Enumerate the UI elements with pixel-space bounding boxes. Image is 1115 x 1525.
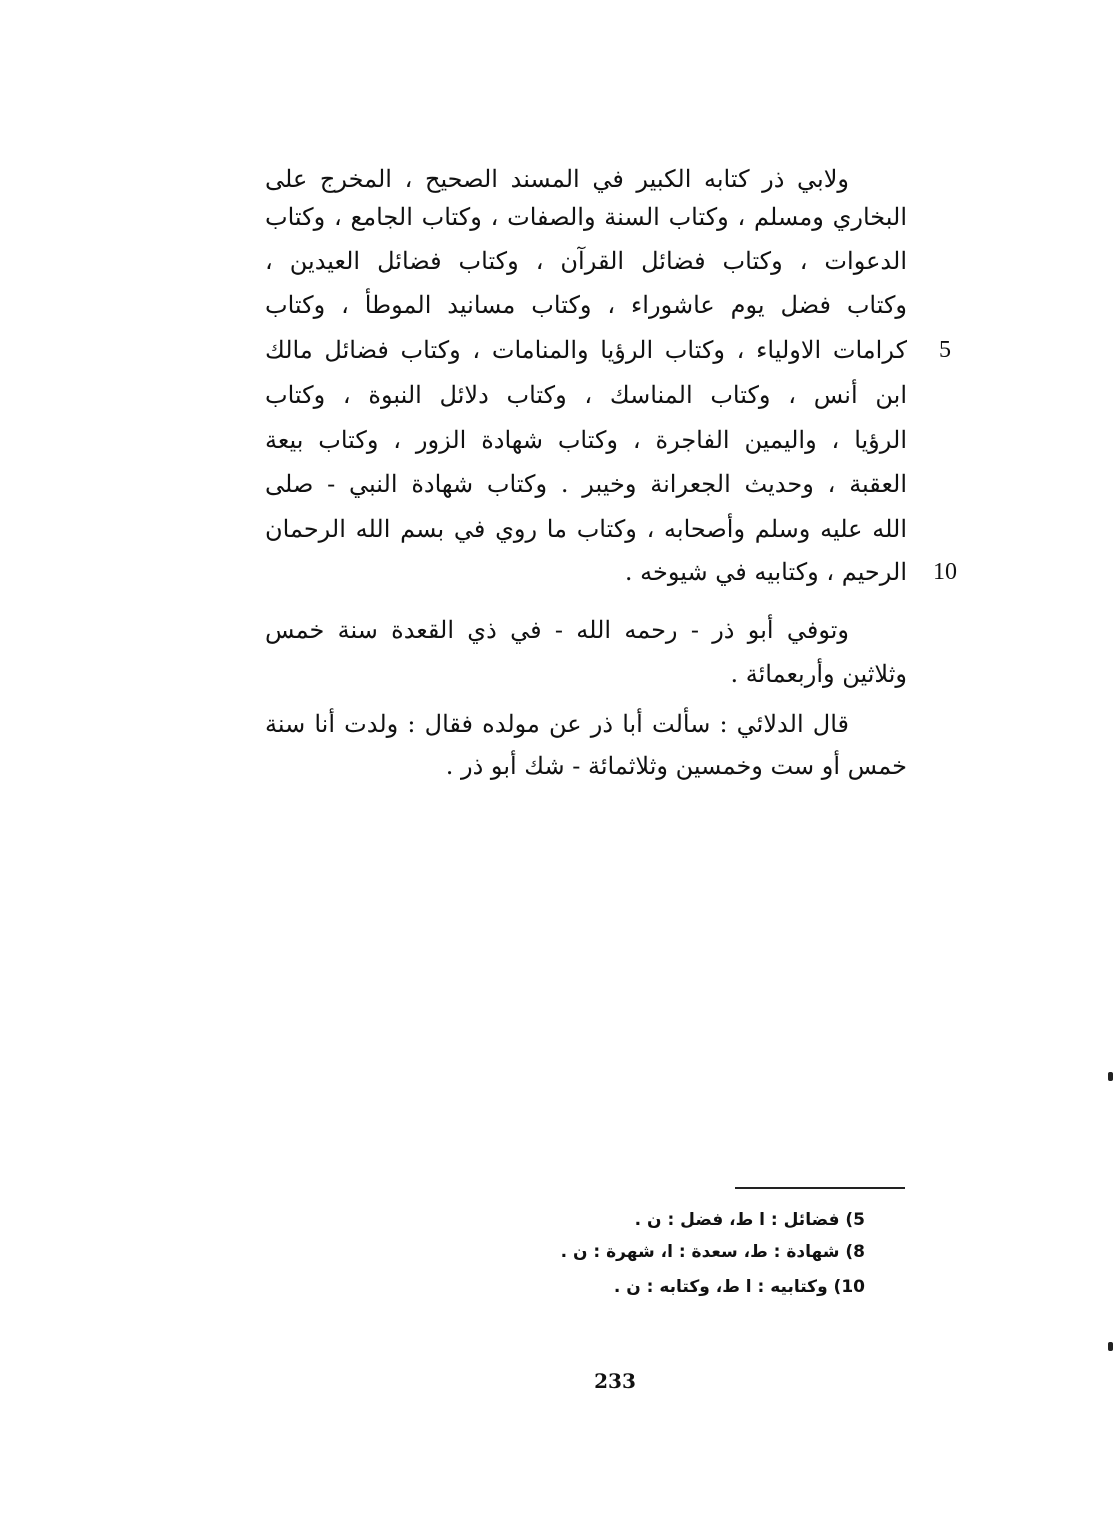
- line-number-5: 5: [939, 337, 951, 363]
- scan-speck: [1108, 1072, 1113, 1081]
- text-line-4: وكتاب فضل يوم عاشوراء ، وكتاب مسانيد الموطأ ، وكتاب: [265, 291, 907, 319]
- text-line-5: كرامات الاولياء ، وكتاب الرؤيا والمنامات ، وكتاب فضائل مالك: [265, 336, 907, 364]
- footnote-separator: [735, 1187, 905, 1189]
- text-line-14: خمس أو ست وخمسين وثلاثمائة - شك أبو ذر .: [445, 752, 907, 780]
- text-line-9: الله عليه وسلم وأصحابه ، وكتاب ما روي في بسم الله الرحمان: [265, 515, 907, 543]
- text-line-2: البخاري ومسلم ، وكتاب السنة والصفات ، وكتاب الجامع ، وكتاب: [265, 203, 907, 231]
- text-line-1: ولابي ذر كتابه الكبير في المسند الصحيح ، المخرج على: [265, 165, 849, 193]
- text-line-3: الدعوات ، وكتاب فضائل القرآن ، وكتاب فضائل العيدين ،: [265, 247, 907, 275]
- footnote-1: 5) فضائل : ا ط، فضل : ن .: [634, 1210, 865, 1230]
- text-line-11: وتوفي أبو ذر - رحمه الله - في ذي القعدة سنة خمس: [265, 616, 849, 644]
- footnote-3: 10) وكتابيه : ا ط، وكتابه : ن .: [613, 1277, 865, 1297]
- page-number: 233: [594, 1369, 636, 1393]
- text-line-6: ابن أنس ، وكتاب المناسك ، وكتاب دلائل النبوة ، وكتاب: [265, 381, 907, 409]
- text-line-7: الرؤيا ، واليمين الفاجرة ، وكتاب شهادة الزور ، وكتاب بيعة: [265, 426, 907, 454]
- text-line-8: العقبة ، وحديث الجعرانة وخيبر . وكتاب شهادة النبي - صلى: [265, 470, 907, 498]
- scan-speck: [1108, 1342, 1113, 1351]
- text-line-10: الرحيم ، وكتابيه في شيوخه .: [624, 558, 907, 586]
- line-number-10: 10: [933, 559, 957, 585]
- text-line-12: وثلاثين وأربعمائة .: [730, 660, 907, 688]
- footnote-2: 8) شهادة : ط، سعدة : ا، شهرة : ن .: [560, 1242, 865, 1262]
- text-line-13: قال الدلائي : سألت أبا ذر عن مولده فقال : ولدت أنا سنة: [265, 710, 849, 738]
